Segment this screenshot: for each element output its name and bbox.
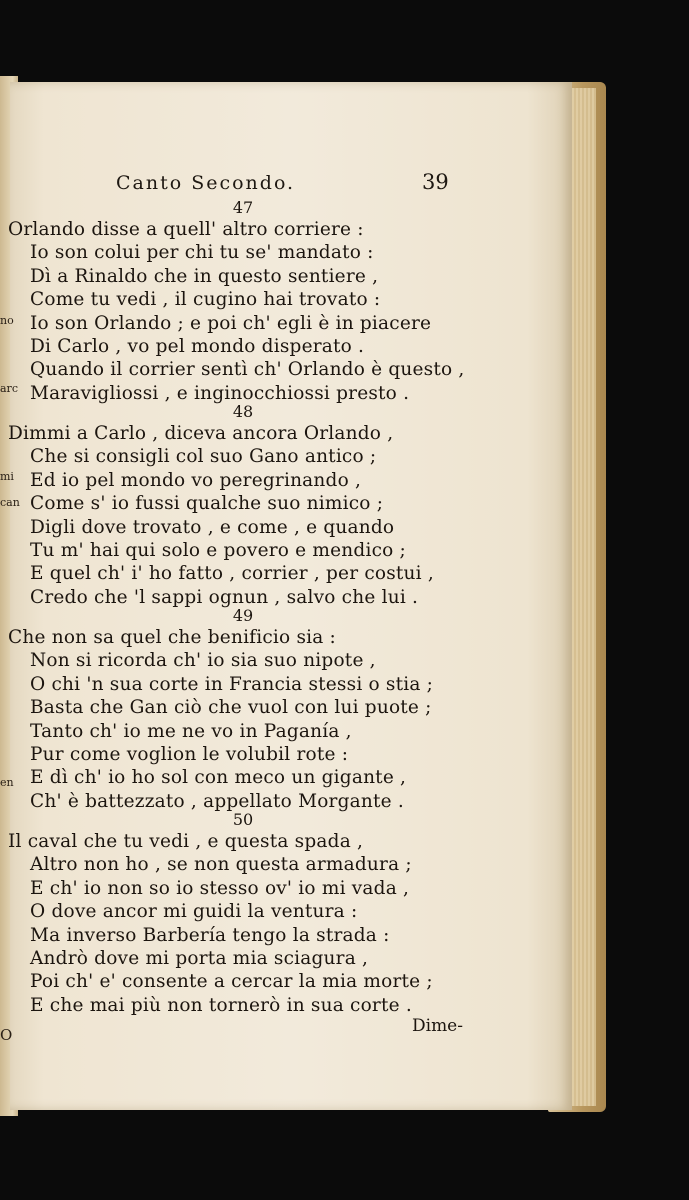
verse-line: Credo che 'l sappi ognun , salvo che lui . xyxy=(30,586,419,608)
verse-line: Poi ch' e' consente a cercar la mia morte ; xyxy=(30,971,433,993)
verse-line: Dimmi a Carlo , diceva ancora Orlando , xyxy=(8,423,394,444)
verse-line: Di Carlo , vo pel mondo disperato . xyxy=(30,335,365,357)
verse-line: E quel ch' i' ho fatto , corrier , per costui , xyxy=(30,563,434,585)
verse-line: Che non sa quel che benificio sia : xyxy=(8,627,336,648)
stanza-number: 47 xyxy=(232,198,254,217)
stanza xyxy=(8,606,528,813)
verse-line: Ed io pel mondo vo peregrinando , xyxy=(30,469,362,491)
margin-fragment: en xyxy=(0,776,14,789)
stanza-number: 50 xyxy=(232,810,254,829)
margin-fragment: mi xyxy=(0,470,14,483)
page-number: 39 xyxy=(422,170,449,194)
verse-line: Basta che Gan ciò che vuol con lui puote ; xyxy=(30,697,432,719)
verse-line: Io son Orlando ; e poi ch' egli è in piacere xyxy=(30,312,432,334)
stanza-number: 49 xyxy=(232,606,254,625)
verse-line: Orlando disse a quell' altro corriere : xyxy=(8,219,364,240)
stanza xyxy=(8,810,528,1017)
margin-fragment: no xyxy=(0,314,14,327)
verse-line: Pur come voglion le volubil rote : xyxy=(30,743,349,765)
verse-line: E che mai più non tornerò in sua corte . xyxy=(30,994,412,1016)
verse-line: Io son colui per chi tu se' mandato : xyxy=(30,242,374,264)
chapter-title: Canto Secondo. xyxy=(116,172,296,194)
margin-fragment: arc xyxy=(0,382,18,395)
stanza xyxy=(8,402,528,609)
verse-line: O chi 'n sua corte in Francia stessi o stia ; xyxy=(30,673,434,695)
margin-fragment: O xyxy=(0,1026,13,1044)
verse-line: Come tu vedi , il cugino hai trovato : xyxy=(30,289,381,311)
verse-line: Che si consigli col suo Gano antico ; xyxy=(30,446,377,468)
verse-line: Quando il corrier sentì ch' Orlando è questo , xyxy=(30,359,465,381)
stanza xyxy=(8,198,528,405)
verse-line: Altro non ho , se non questa armadura ; xyxy=(30,854,412,876)
verse-line: E dì ch' io ho sol con meco un gigante , xyxy=(30,767,407,789)
verse-line: O dove ancor mi guidi la ventura : xyxy=(30,901,358,923)
verse-line: E ch' io non so io stesso ov' io mi vada , xyxy=(30,877,410,899)
verse-line: Come s' io fussi qualche suo nimico ; xyxy=(30,493,384,515)
verse-line: Digli dove trovato , e come , e quando xyxy=(30,516,395,538)
verse-line: Tanto ch' io me ne vo in Paganía , xyxy=(30,720,352,742)
stanza-number: 48 xyxy=(232,402,254,421)
verse-line: Il caval che tu vedi , e questa spada , xyxy=(8,831,364,852)
catchword: Dime- xyxy=(412,1016,463,1036)
verse-line: Ma inverso Barbería tengo la strada : xyxy=(30,924,390,946)
verse-line: Ch' è battezzato , appellato Morgante . xyxy=(30,790,404,812)
verse-line: Maravigliossi , e inginocchiossi presto . xyxy=(30,382,410,404)
verse-line: Dì a Rinaldo che in questo sentiere , xyxy=(30,265,379,287)
margin-fragment: can xyxy=(0,496,20,509)
verse-line: Non si ricorda ch' io sia suo nipote , xyxy=(30,650,376,672)
verse-line: Andrò dove mi porta mia sciagura , xyxy=(30,947,369,969)
verse-line: Tu m' hai qui solo e povero e mendico ; xyxy=(30,539,406,561)
